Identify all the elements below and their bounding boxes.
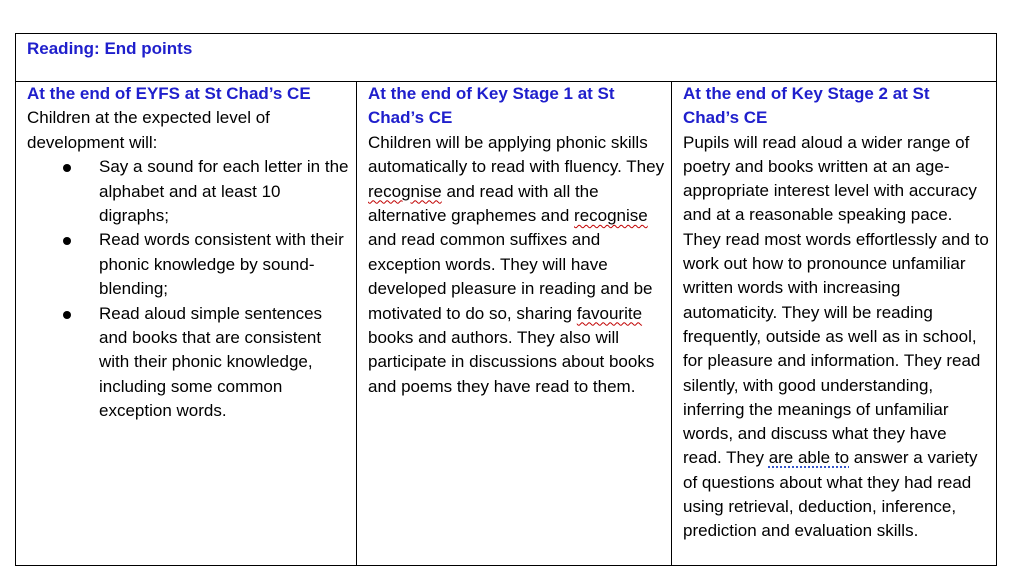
bullet-icon <box>63 237 71 245</box>
bullet-text: Read aloud simple sentences and books that are consistent with their phonic knowledge, including some common exception words. <box>99 303 323 421</box>
spelling-flag[interactable]: recognise <box>368 181 442 201</box>
bullet-text: Read words consistent with their phonic knowledge by sound-blending; <box>99 230 344 299</box>
end-points-table <box>15 33 997 566</box>
list-item <box>27 228 350 301</box>
ks1-body <box>368 131 665 399</box>
ks1-text: Children will be applying phonic skills automatically to read with fluency. They <box>368 132 665 177</box>
eyfs-cell <box>16 82 357 566</box>
ks2-body <box>683 131 990 544</box>
ks1-text: and read common suffixes and exception words. They will have developed pleasure in reading and be motivated to do so, sharing <box>368 230 653 323</box>
bullet-text: Say a sound for each letter in the alphabet and at least 10 digraphs; <box>99 157 349 226</box>
ks1-text: books and authors. They also will participate in discussions about books and poems they have read to them. <box>368 328 655 396</box>
ks2-heading: At the end of Key Stage 2 at St Chad’s CE <box>683 84 930 128</box>
table-title: Reading: End points <box>27 39 193 58</box>
ks1-cell <box>357 82 672 566</box>
ks1-text: and read with all the alternative graphemes and <box>368 181 599 226</box>
list-item <box>27 155 350 228</box>
title-cell <box>16 34 997 82</box>
ks2-cell <box>672 82 997 566</box>
bullet-icon <box>63 311 71 319</box>
eyfs-bullet-list <box>27 155 350 423</box>
ks2-text: Pupils will read aloud a wider range of poetry and books written at an age-appropriate interest level with accuracy and at a reasonable speaking pace. They read most words effortlessly and to work out how to pronounce unfamiliar written words with increasing automaticity. They will be reading frequently, outside as well as in school, for pleasure and information. They read silently, with good understanding, inferring the meanings of unfamiliar words, and discuss what they have read. They <box>683 132 989 468</box>
grammar-flag[interactable]: are able to <box>768 448 850 468</box>
list-item <box>27 302 350 424</box>
spelling-flag[interactable]: favourite <box>576 303 643 323</box>
eyfs-heading: At the end of EYFS at St Chad’s CE <box>27 84 311 103</box>
bullet-icon <box>63 164 71 172</box>
ks2-text: answer a variety of questions about what they had read using retrieval, deduction, inference, prediction and evaluation skills. <box>683 448 978 541</box>
spelling-flag[interactable]: recognise <box>574 206 648 226</box>
ks1-heading: At the end of Key Stage 1 at St Chad’s CE <box>368 84 615 128</box>
eyfs-intro: Children at the expected level of development will: <box>27 108 270 152</box>
